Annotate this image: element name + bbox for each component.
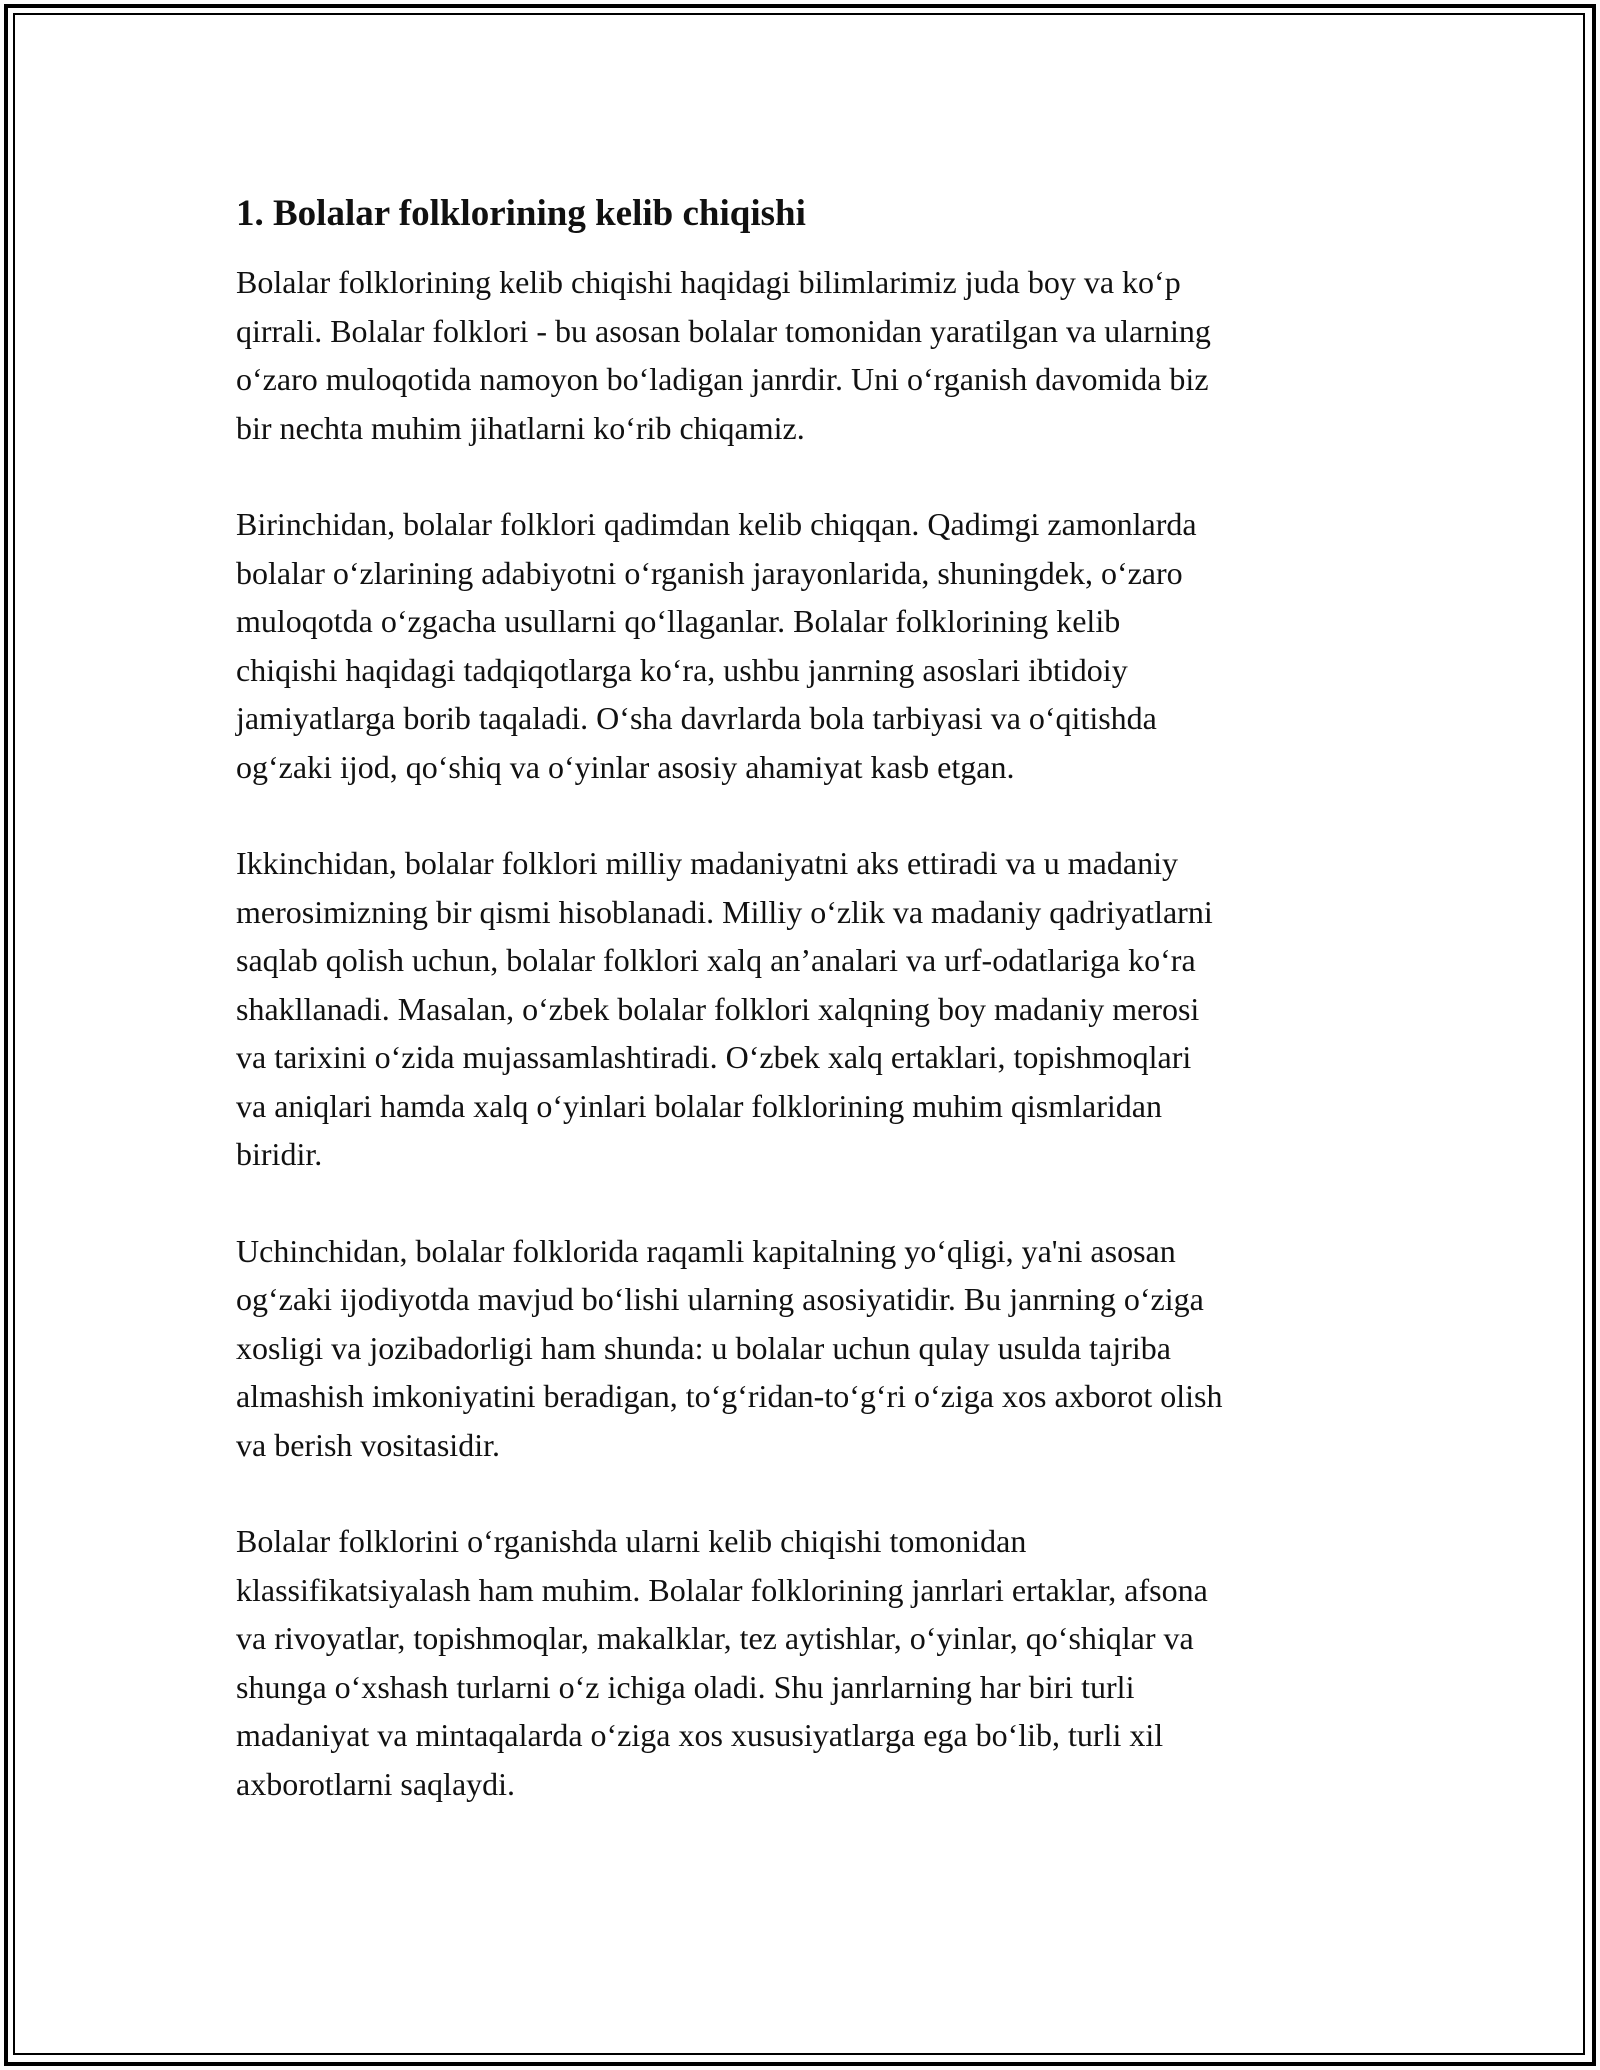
document-body <box>236 186 1376 1856</box>
paragraph-second-point: Ikkinchidan, bolalar folklori milliy madaniyatni aks ettiradi va u madaniy merosimizning bir qismi hisoblanadi. Milliy o‘zlik va madaniy qadriyatlarni saqlab qolish uchun, bolalar folklori xalq an’analari va urf-odatlariga ko‘ra shakllanadi. Masalan, o‘zbek bolalar folklori xalqning boy madaniy merosi va tarixini o‘zida mujassamlashtiradi. O‘zbek xalq ertaklari, topishmoqlari va aniqlari hamda xalq o‘yinlari bolalar folklorining muhim qismlaridan biridir. <box>236 845 1213 1172</box>
paragraph-intro: Bolalar folklorining kelib chiqishi haqidagi bilimlarimiz juda boy va ko‘p qirrali. Bolalar folklori - bu asosan bolalar tomonidan yaratilgan va ularning o‘zaro muloqotida namoyon bo‘ladigan janrdir. Uni o‘rganish davomida biz bir nechta muhim jihatlarni ko‘rib chiqamiz. <box>236 264 1211 446</box>
paragraph-first-point: Birinchidan, bolalar folklori qadimdan kelib chiqqan. Qadimgi zamonlarda bolalar o‘zlarining adabiyotni o‘rganish jarayonlarida, shuningdek, o‘zaro muloqotda o‘zgacha usullarni qo‘llaganlar. Bolalar folklorining kelib chiqishi haqidagi tadqiqotlarga ko‘ra, ushbu janrning asoslari ibtidoiy jamiyatlarga borib taqaladi. O‘sha davrlarda bola tarbiyasi va o‘qitishda og‘zaki ijod, qo‘shiq va o‘yinlar asosiy ahamiyat kasb etgan. <box>236 506 1197 785</box>
paragraph-third-point: Uchinchidan, bolalar folklorida raqamli kapitalning yo‘qligi, ya'ni asosan og‘zaki ijodiyotda mavjud bo‘lishi ularning asosiyatidir. Bu janrning o‘ziga xosligi va jozibadorligi ham shunda: u bolalar uchun qulay usulda tajriba almashish imkoniyatini beradigan, to‘g‘ridan-to‘g‘ri o‘ziga xos axborot olish va berish vositasidir. <box>236 1232 1223 1463</box>
section-heading: 1. Bolalar folklorining kelib chiqishi <box>236 193 806 234</box>
paragraph-classification: Bolalar folklorini o‘rganishda ularni kelib chiqishi tomonidan klassifikatsiyalash ham muhim. Bolalar folklorining janrlari ertaklar, afsona va rivoyatlar, topishmoqlar, makalklar, tez aytishlar, o‘yinlar, qo‘shiqlar va shunga o‘xshash turlarni o‘z ichiga oladi. Shu janrlarning har biri turli madaniyat va mintaqalarda o‘ziga xos xususiyatlarga ega bo‘lib, turli xil axborotlarni saqlaydi. <box>236 1523 1208 1802</box>
